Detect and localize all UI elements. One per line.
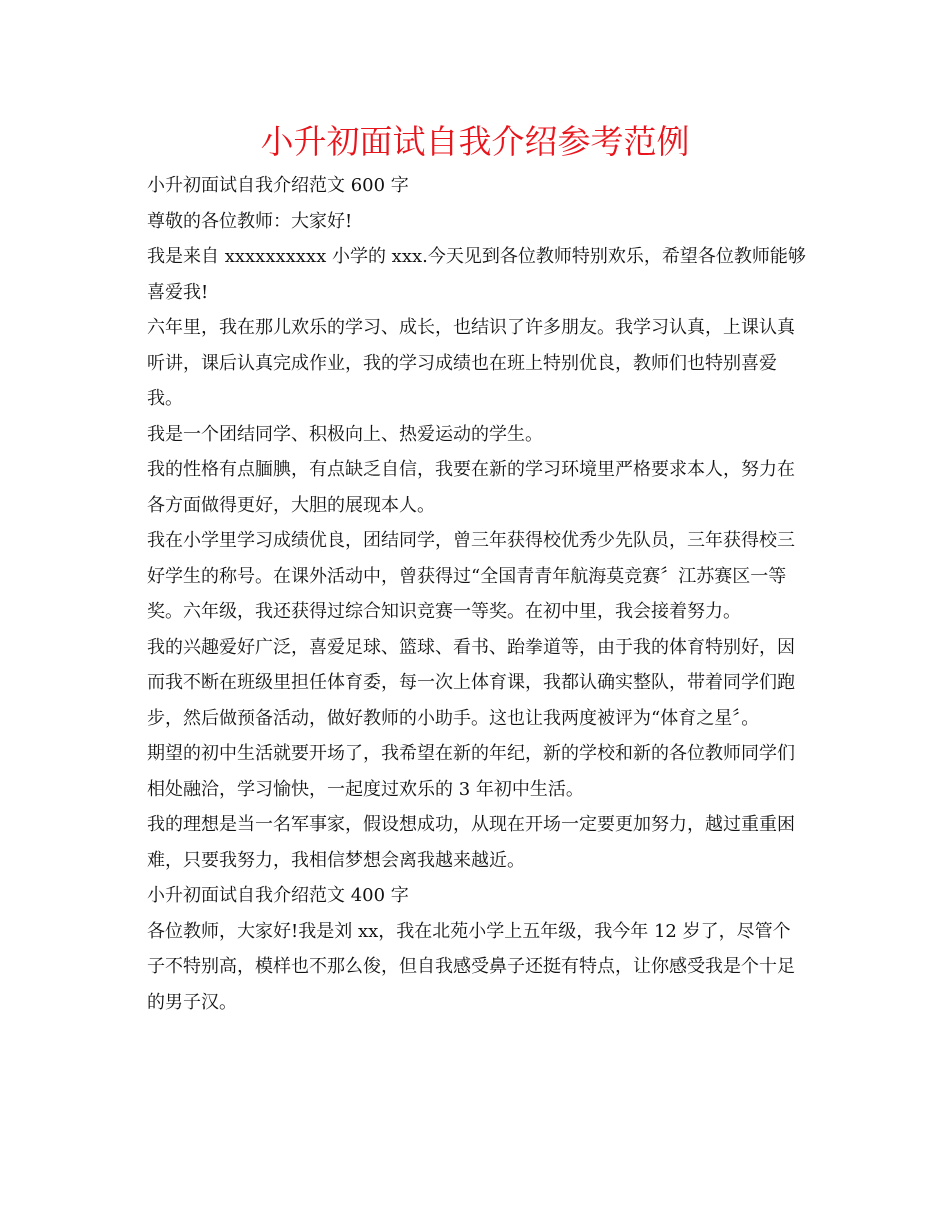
expectation-paragraph: 期望的初中生活就要开场了，我希望在新的年纪，新的学校和新的各位教师同学们相处融洽，学习愉快，一起度过欢乐的 3 年初中生活。	[147, 743, 795, 800]
section-heading-400: 小升初面试自我介绍范文 400 字	[147, 885, 409, 906]
study-paragraph: 六年里，我在那儿欢乐的学习、成长，也结识了许多朋友。我学习认真，上课认真听讲，课后认真完成作业，我的学习成绩也在班上特别优良，教师们也特别喜爱我。	[147, 317, 795, 409]
document-body	[147, 168, 807, 1020]
document-title: 小升初面试自我介绍参考范例	[260, 122, 690, 161]
awards-paragraph: 我在小学里学习成绩优良，团结同学，曾三年获得校优秀少先队员，三年获得校三好学生的称号。在课外活动中，曾获得过“全国青青年航海莫竞赛〞江苏赛区一等奖。六年级，我还获得过综合知识竞赛一等奖。在初中里，我会接着努力。	[147, 530, 795, 622]
section-heading-600: 小升初面试自我介绍范文 600 字	[147, 175, 409, 196]
second-intro-paragraph: 各位教师，大家好!我是刘 xx，我在北苑小学上五年级，我今年 12 岁了，尽管个子不特别高，模样也不那么俊，但自我感受鼻子还挺有特点，让你感受我是个十足的男子汉。	[147, 920, 795, 1013]
hobbies-paragraph: 我的兴趣爱好广泛，喜爱足球、篮球、看书、跆拳道等，由于我的体育特别好，因而我不断在班级里担任体育委，每一次上体育课，我都认确实整队，带着同学们跑步，然后做预备活动，做好教师的小助手。这也让我两度被评为“体育之星〞。	[147, 636, 795, 729]
greeting-paragraph: 尊敬的各位教师：大家好!	[147, 210, 353, 232]
dream-paragraph: 我的理想是当一名军事家，假设想成功，从现在开场一定要更加努力，越过重重困难，只要我努力，我相信梦想会离我越来越近。	[147, 814, 795, 871]
personality-paragraph: 我的性格有点腼腆，有点缺乏自信，我要在新的学习环境里严格要求本人，努力在各方面做得更好，大胆的展现本人。	[147, 459, 795, 516]
character-paragraph: 我是一个团结同学、积极向上、热爱运动的学生。	[147, 423, 543, 445]
intro-paragraph: 我是来自 xxxxxxxxxx 小学的 xxx.今天见到各位教师特别欢乐，希望各位教师能够喜爱我!	[147, 246, 806, 303]
